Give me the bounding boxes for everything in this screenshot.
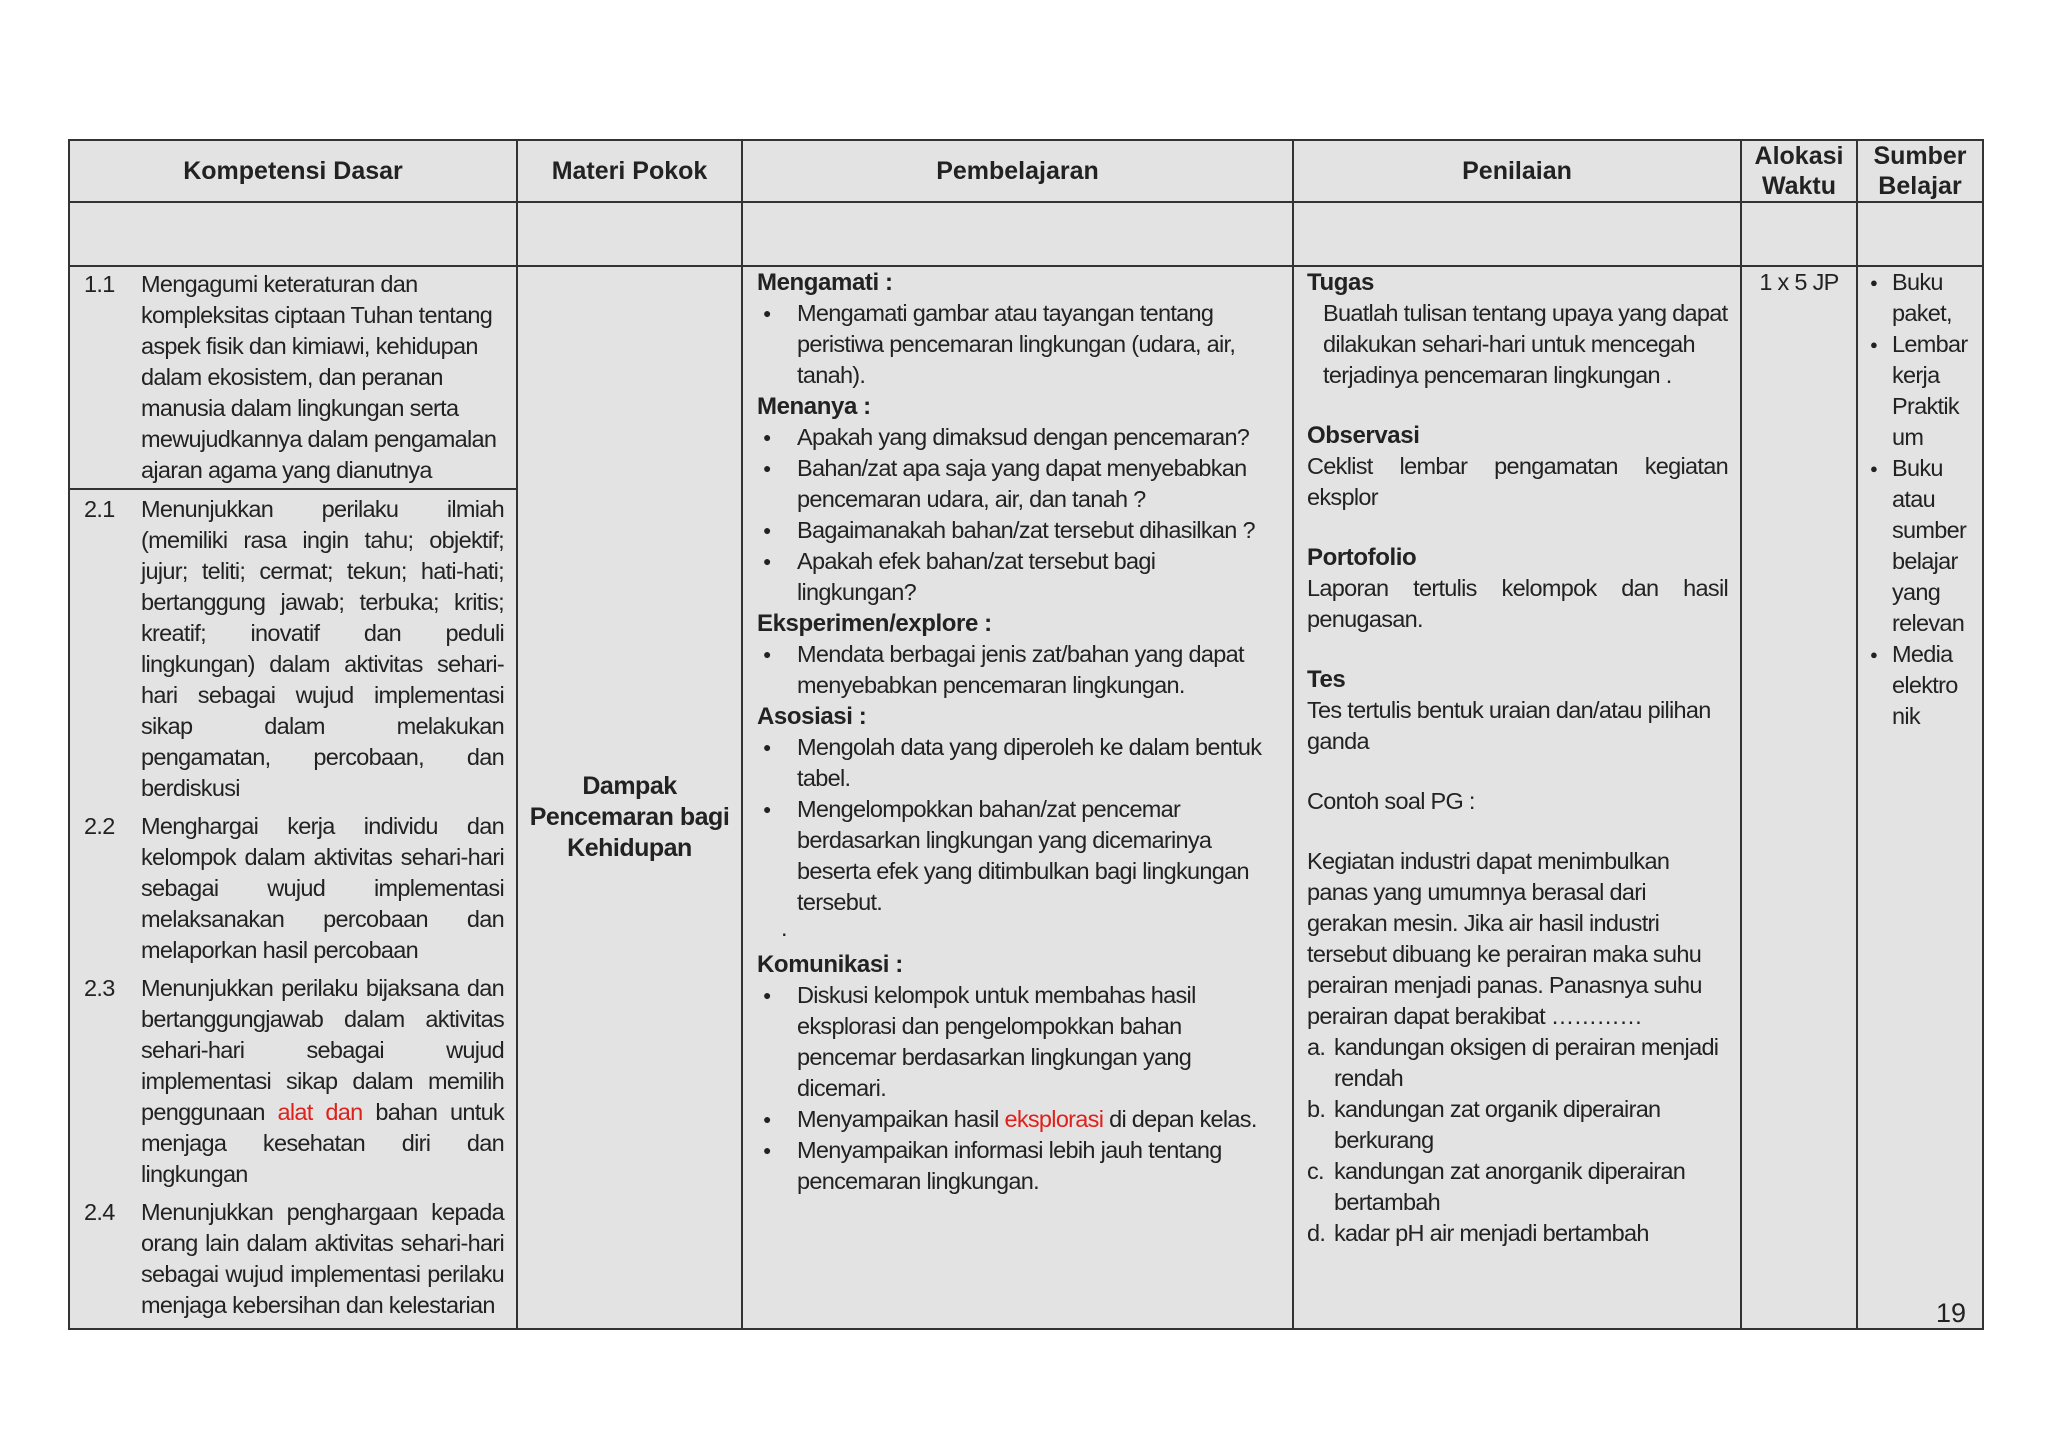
menanya-heading: Menanya : <box>757 393 871 420</box>
eksplorasi-highlight-red: eksplorasi <box>1004 1106 1104 1132</box>
option-letter: a. <box>1307 1034 1326 1060</box>
kd-number: 2.3 <box>84 975 115 1001</box>
kd-cell <box>69 266 517 1329</box>
materi-line: Pencemaran bagi <box>529 803 730 831</box>
menanya-list <box>757 422 1280 608</box>
empty-cell <box>1741 202 1857 266</box>
header-alokasi-waktu <box>1741 140 1857 202</box>
sumber-item: ● Buku atau sumber belajar yang relevan <box>1870 453 1976 639</box>
option-letter: d. <box>1307 1220 1326 1246</box>
syllabus-table <box>68 139 1984 1330</box>
option-letter: c. <box>1307 1158 1324 1184</box>
list-item: ● Apakah yang dimaksud dengan pencemaran? <box>757 422 1280 453</box>
tes-text: Tes tertulis bentuk uraian dan/atau pilihan ganda <box>1307 697 1711 754</box>
alokasi-cell <box>1741 266 1857 1329</box>
option-text: kadar pH air menjadi bertambah <box>1334 1220 1649 1246</box>
list-item: ● Mengelompokkan bahan/zat pencemar berdasarkan lingkungan yang dicemarinya beserta efek yang ditimbulkan bagi lingkungan tersebut. <box>757 794 1280 918</box>
list-item: ● Apakah efek bahan/zat tersebut bagi lingkungan? <box>757 546 1280 608</box>
tugas-text: Buatlah tulisan tentang upaya yang dapat dilakukan sehari-hari untuk mencegah terjadinya pencemaran lingkungan . <box>1323 300 1728 388</box>
answer-option <box>1307 1218 1728 1249</box>
kd-item <box>70 1197 516 1321</box>
kd-number: 2.2 <box>84 813 115 839</box>
list-item: ● Diskusi kelompok untuk membahas hasil eksplorasi dan pengelompokkan bahan pencemar berdasarkan lingkungan yang dicemari. <box>757 980 1280 1104</box>
asosiasi-list <box>757 732 1280 918</box>
option-text: kandungan zat organik diperairan berkurang <box>1334 1096 1661 1153</box>
answer-option <box>1307 1156 1728 1218</box>
content-row <box>69 266 1983 1329</box>
eksperimen-list <box>757 639 1280 701</box>
komunikasi-heading: Komunikasi : <box>757 951 903 978</box>
kd-item <box>70 269 516 486</box>
header-pembelajaran: Pembelajaran <box>742 140 1293 202</box>
portofolio-heading: Portofolio <box>1307 544 1417 571</box>
kd-text: Menghargai kerja individu dan kelompok dalam aktivitas sehari-hari sebagai wujud implementasi melaksanakan percobaan dan melaporkan hasil percobaan <box>141 813 504 963</box>
answer-options <box>1307 1032 1728 1249</box>
materi-title <box>518 771 741 864</box>
kd-number: 2.4 <box>84 1199 115 1225</box>
sumber-item: ● Buku paket, <box>1870 267 1976 329</box>
spacer <box>1307 513 1728 542</box>
tugas-heading: Tugas <box>1307 269 1374 296</box>
spacer <box>1307 817 1728 846</box>
header-sumber-belajar <box>1857 140 1983 202</box>
list-item-part: Menyampaikan hasil <box>797 1106 1005 1132</box>
header-kompetensi-dasar: Kompetensi Dasar <box>69 140 517 202</box>
alokasi-value: 1 x 5 JP <box>1759 269 1839 295</box>
list-item: ● Bagaimanakah bahan/zat tersebut dihasilkan ? <box>757 515 1280 546</box>
list-item: ● Mendata berbagai jenis zat/bahan yang dapat menyebabkan pencemaran lingkungan. <box>757 639 1280 701</box>
sumber-cell <box>1857 266 1983 1329</box>
empty-cell <box>1293 202 1741 266</box>
answer-option <box>1307 1094 1728 1156</box>
eksperimen-heading: Eksperimen/explore : <box>757 610 992 637</box>
answer-option <box>1307 1032 1728 1094</box>
list-item: ● Menyampaikan informasi lebih jauh tentang pencemaran lingkungan. <box>757 1135 1280 1197</box>
sumber-item: ● Lembar kerja Praktik um <box>1870 329 1976 453</box>
portofolio-text: Laporan tertulis kelompok dan hasil penugasan. <box>1307 575 1728 632</box>
observasi-heading: Observasi <box>1307 422 1420 449</box>
spacer <box>1307 391 1728 420</box>
contoh-soal-label: Contoh soal PG : <box>1307 788 1475 814</box>
kd-1-1-block <box>70 267 516 490</box>
list-item <box>757 1104 1280 1135</box>
kd-2-block <box>70 490 516 1321</box>
kd-highlight-red: alat dan <box>277 1099 363 1125</box>
observasi-text: Ceklist lembar pengamatan kegiatan eksplor <box>1307 453 1728 510</box>
list-item: ● Mengolah data yang diperoleh ke dalam bentuk tabel. <box>757 732 1280 794</box>
kd-text: Menunjukkan perilaku ilmiah (memiliki rasa ingin tahu; objektif; jujur; teliti; cermat; tekun; hati-hati; bertanggung jawab; terbuka; kritis; kreatif; inovatif dan peduli lingkungan) dalam aktivitas sehari-hari sebagai wujud implementasi sikap dalam melakukan pengamatan, percobaan, dan berdiskusi <box>141 496 504 801</box>
empty-cell <box>517 202 742 266</box>
materi-cell <box>517 266 742 1329</box>
stray-dot: . <box>781 915 787 941</box>
kd-number: 2.1 <box>84 496 115 522</box>
option-text: kandungan zat anorganik diperairan bertambah <box>1334 1158 1686 1215</box>
mengamati-heading: Mengamati : <box>757 269 893 296</box>
pembelajaran-cell <box>742 266 1293 1329</box>
mengamati-list <box>757 298 1280 391</box>
list-item: ● Mengamati gambar atau tayangan tentang peristiwa pencemaran lingkungan (udara, air, tanah). <box>757 298 1280 391</box>
empty-cell <box>742 202 1293 266</box>
kd-text: Menunjukkan penghargaan kepada orang lain dalam aktivitas sehari-hari sebagai wujud implementasi perilaku menjaga kebersihan dan kelestarian <box>141 1199 504 1318</box>
kd-text-part: bahan untuk menjaga kesehatan diri dan lingkungan <box>141 1099 504 1187</box>
kd-item <box>70 973 516 1190</box>
penilaian-cell <box>1293 266 1741 1329</box>
kd-item <box>70 811 516 966</box>
tes-heading: Tes <box>1307 666 1346 693</box>
empty-cell <box>1857 202 1983 266</box>
option-text: kandungan oksigen di perairan menjadi rendah <box>1334 1034 1719 1091</box>
list-item-part: di depan kelas. <box>1103 1106 1257 1132</box>
header-alokasi-text: Alokasi Waktu <box>1754 142 1844 200</box>
asosiasi-heading: Asosiasi : <box>757 703 867 730</box>
spacer <box>1307 757 1728 786</box>
empty-row <box>69 202 1983 266</box>
kd-text <box>141 973 504 1190</box>
kd-text-part: Menunjukkan perilaku bijaksana dan bertanggungjawab dalam aktivitas sehari-hari sebagai wujud implementasi sikap dalam memilih penggunaan <box>141 975 504 1125</box>
spacer <box>1307 635 1728 664</box>
empty-cell <box>69 202 517 266</box>
soal-text: Kegiatan industri dapat menimbulkan panas yang umumnya berasal dari gerakan mesin. Jika air hasil industri tersebut dibuang ke perairan maka suhu perairan menjadi panas. Panasnya suhu perairan dapat berakibat ………… <box>1307 848 1702 1029</box>
materi-line: Kehidupan <box>567 834 692 862</box>
header-row <box>69 140 1983 202</box>
kd-text: Mengagumi keteraturan dan kompleksitas ciptaan Tuhan tentang aspek fisik dan kimiawi, kehidupan dalam ekosistem, dan peranan manusia dalam lingkungan serta mewujudkannya dalam pengamalan ajaran agama yang dianutnya <box>141 271 497 483</box>
kd-item <box>70 494 516 804</box>
komunikasi-list <box>757 980 1280 1197</box>
sumber-item: ● Media elektro nik <box>1870 639 1976 732</box>
kd-number: 1.1 <box>84 271 115 297</box>
header-materi-pokok: Materi Pokok <box>517 140 742 202</box>
option-letter: b. <box>1307 1096 1326 1122</box>
page-number: 19 <box>1935 1298 1966 1328</box>
sumber-list <box>1870 267 1976 732</box>
list-item: ● Bahan/zat apa saja yang dapat menyebabkan pencemaran udara, air, dan tanah ? <box>757 453 1280 515</box>
header-penilaian: Penilaian <box>1293 140 1741 202</box>
header-sumber-text: Sumber Belajar <box>1873 142 1967 200</box>
materi-line: Dampak <box>582 772 677 800</box>
